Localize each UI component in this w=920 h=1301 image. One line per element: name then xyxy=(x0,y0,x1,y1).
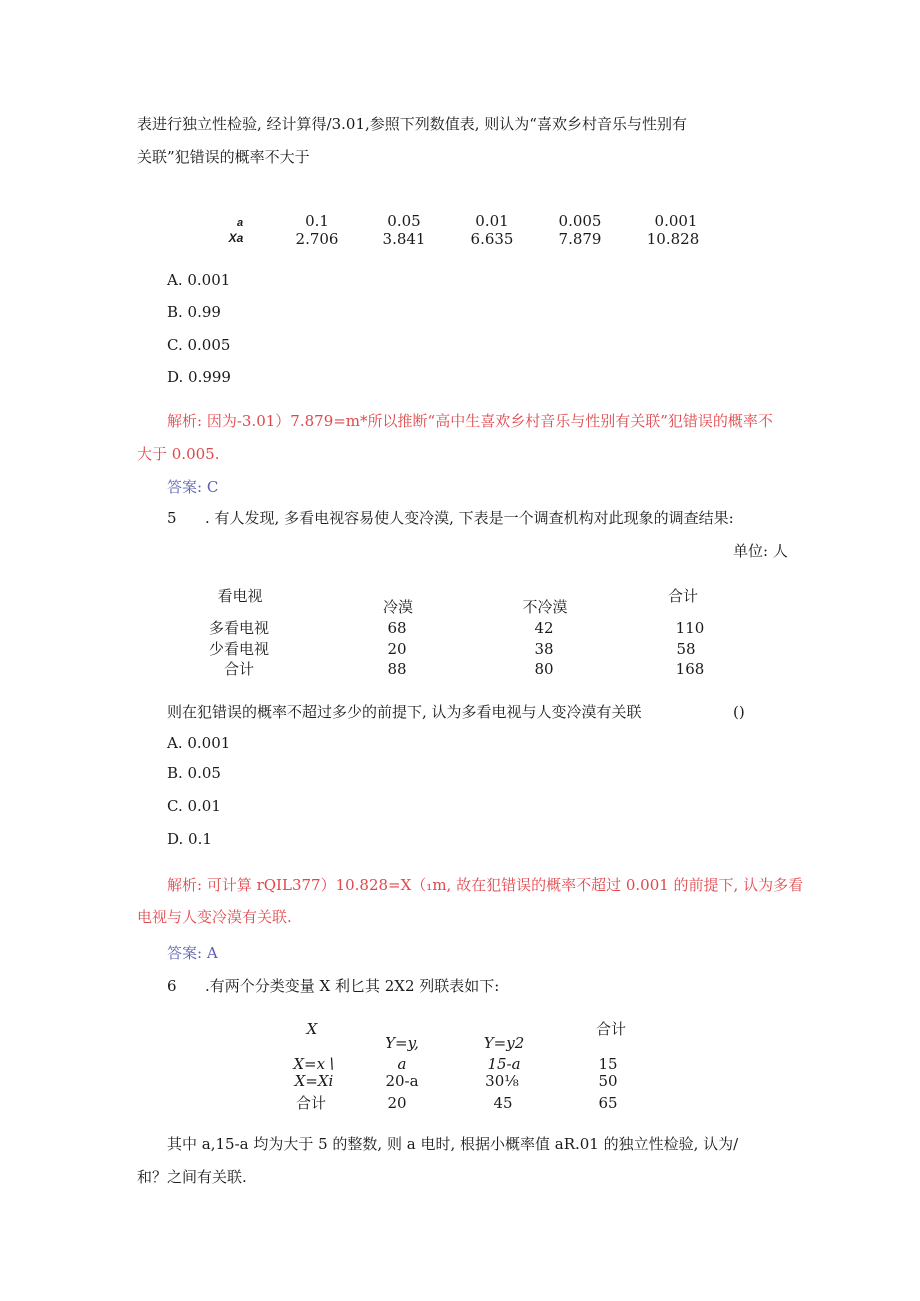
option-b: B. 0.99 xyxy=(167,303,221,321)
alpha-value: 0.05 xyxy=(387,212,421,230)
table-cell: 50 xyxy=(598,1072,618,1090)
x-value: 10.828 xyxy=(646,230,700,248)
analysis-line-2: 大于 0.005. xyxy=(137,445,220,463)
x-value: 7.879 xyxy=(558,230,602,248)
question-stem: . 有人发现, 多看电视容易使人变冷漠, 下表是一个调查机构对此现象的调查结果: xyxy=(205,509,734,527)
text-line-1: 其中 a,15-a 均为大于 5 的整数, 则 a 电时, 根据小概率值 aR.01 的独立性检验, 认为/ xyxy=(167,1135,739,1153)
analysis-line-1: 解析: 因为-3.01）7.879=m*所以推断“高中生喜欢乡村音乐与性别有关联”犯错误的概率不 xyxy=(167,412,773,430)
table-cell: 45 xyxy=(493,1094,513,1112)
intro-line-1: 表进行独立性检验, 经计算得/3.01,参照下列数值表, 则认为“喜欢乡村音乐与性别有 xyxy=(137,115,687,133)
question-text: 则在犯错误的概率不超过多少的前提下, 认为多看电视与人变冷漠有关联 xyxy=(167,703,642,721)
col-header: Y=y, xyxy=(385,1034,419,1052)
analysis-line-2: 电视与人变冷漠有关联. xyxy=(137,908,292,926)
row-label: 合计 xyxy=(295,1094,327,1112)
col-header: 合计 xyxy=(595,1020,627,1038)
x-value: 3.841 xyxy=(382,230,426,248)
table-cell: 20-a xyxy=(385,1072,419,1090)
option-a: A. 0.001 xyxy=(167,271,231,289)
row-label: 少看电视 xyxy=(208,640,270,658)
row-label: 合计 xyxy=(223,660,255,678)
col-header: 合计 xyxy=(667,587,699,605)
table-cell: 20 xyxy=(387,640,407,658)
x-alpha-header: Xa xyxy=(228,231,244,245)
x-value: 6.635 xyxy=(470,230,514,248)
table-cell: 38 xyxy=(534,640,554,658)
option-d: D. 0.999 xyxy=(167,368,231,386)
table-cell: 168 xyxy=(675,660,705,678)
alpha-value: 0.1 xyxy=(305,212,329,230)
answer-paren: () xyxy=(733,703,745,721)
col-header: 冷漠 xyxy=(382,598,414,616)
table-cell: 58 xyxy=(676,640,696,658)
table-cell: 88 xyxy=(387,660,407,678)
table-corner: X xyxy=(306,1020,318,1038)
question-number: 6 xyxy=(167,977,177,995)
table-cell: 42 xyxy=(534,619,554,637)
col-header: Y=y2 xyxy=(483,1034,525,1052)
x-value: 2.706 xyxy=(295,230,339,248)
text-line-2: 和？之间有关联. xyxy=(137,1168,247,1186)
table-cell: 30⅛ xyxy=(485,1072,519,1090)
question-number: 5 xyxy=(167,509,177,527)
row-label: 多看电视 xyxy=(208,619,270,637)
table-cell: 80 xyxy=(534,660,554,678)
option-d: D. 0.1 xyxy=(167,830,212,848)
row-label: X=x∖ xyxy=(293,1055,335,1073)
col-header: 不冷漠 xyxy=(522,598,568,616)
table-cell: 68 xyxy=(387,619,407,637)
table-cell: 110 xyxy=(675,619,705,637)
unit-label: 单位: 人 xyxy=(733,542,788,560)
option-a: A. 0.001 xyxy=(167,734,231,752)
alpha-value: 0.005 xyxy=(558,212,602,230)
table-cell: a xyxy=(397,1055,407,1073)
table-cell: 20 xyxy=(387,1094,407,1112)
answer: 答案: A xyxy=(167,944,218,962)
intro-line-2: 关联”犯错误的概率不大于 xyxy=(137,148,310,166)
option-b: B. 0.05 xyxy=(167,764,221,782)
table-corner: 看电视 xyxy=(217,587,263,605)
alpha-header: a xyxy=(236,217,244,229)
alpha-value: 0.01 xyxy=(475,212,509,230)
analysis-line-1: 解析: 可计算 rQIL377）10.828=X（₁m, 故在犯错误的概率不超过 0.001 的前提下, 认为多看 xyxy=(167,876,804,894)
alpha-value: 0.001 xyxy=(654,212,698,230)
table-cell: 15 xyxy=(598,1055,618,1073)
table-cell: 65 xyxy=(598,1094,618,1112)
table-cell: 15-a xyxy=(487,1055,521,1073)
row-label: X=Xi xyxy=(294,1072,334,1090)
option-c: C. 0.01 xyxy=(167,797,221,815)
option-c: C. 0.005 xyxy=(167,336,231,354)
question-stem: .有两个分类变量 X 利匕其 2X2 列联表如下: xyxy=(205,977,500,995)
answer: 答案: C xyxy=(167,478,219,496)
